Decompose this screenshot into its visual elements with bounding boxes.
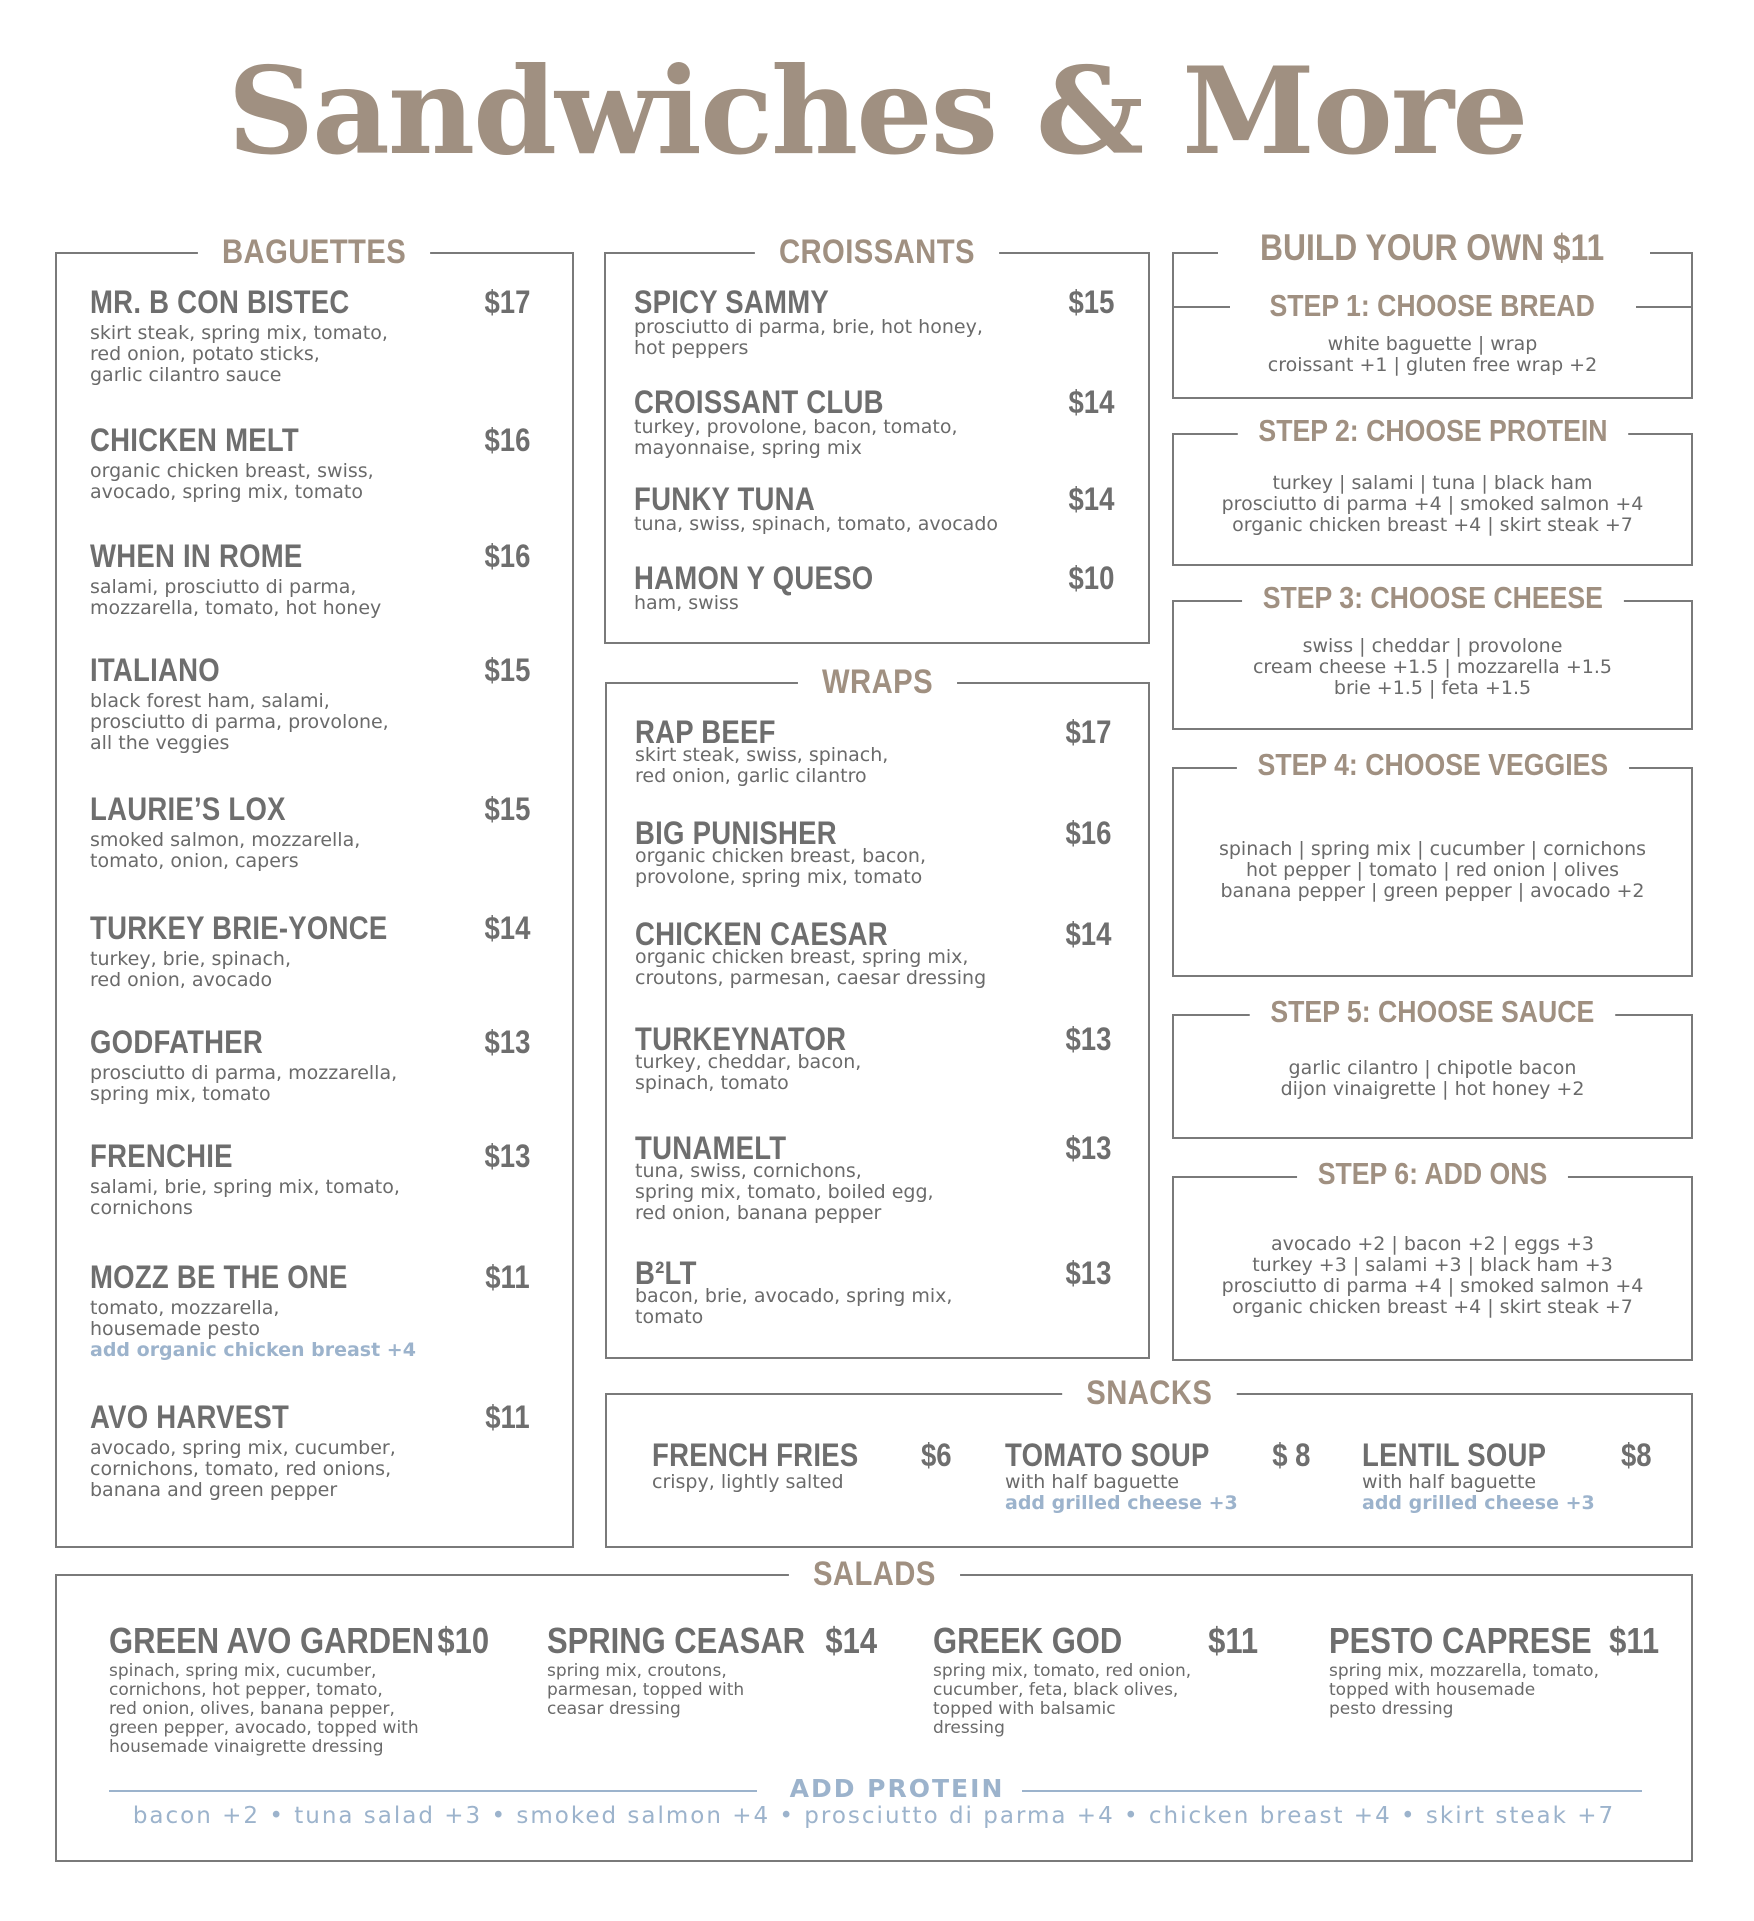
item-price: $16 — [484, 538, 530, 574]
menu-item — [635, 1130, 1111, 1224]
item-description: turkey, provolone, bacon, tomato, mayonnaise, spring mix — [634, 416, 958, 459]
item-name: TUNAMELT — [635, 1130, 787, 1166]
item-name: TURKEY BRIE-YONCE — [90, 910, 388, 946]
item-description: bacon, brie, avocado, spring mix, tomato — [635, 1285, 953, 1328]
step-title: STEP 4: CHOOSE VEGGIES — [1237, 747, 1629, 783]
item-price: $14 — [1068, 384, 1114, 420]
menu-item — [1005, 1437, 1310, 1514]
build-bracket-right — [1650, 252, 1693, 254]
salad-price: $10 — [437, 1620, 489, 1661]
menu-item — [90, 791, 530, 872]
step-title: STEP 6: ADD ONS — [1297, 1156, 1568, 1192]
item-name: BIG PUNISHER — [635, 815, 837, 851]
item-description: prosciutto di parma, mozzarella, spring mix, tomato — [90, 1062, 398, 1105]
snacks-section — [605, 1374, 1693, 1548]
salad-price: $11 — [1208, 1620, 1258, 1661]
item-addon: add grilled cheese +3 — [1005, 1492, 1238, 1514]
item-price: $14 — [484, 910, 530, 946]
step-options: turkey | salami | tuna | black ham prosciutto di parma +4 | smoked salmon +4 organic chicken breast +4 | skirt steak +7 — [1221, 472, 1644, 536]
wraps-section — [605, 663, 1150, 1359]
item-price: $11 — [485, 1399, 530, 1435]
item-description: black forest ham, salami, prosciutto di parma, provolone, all the veggies — [90, 690, 389, 754]
item-description: with half baguette — [1005, 1471, 1180, 1493]
baguettes-heading: BAGUETTES — [198, 232, 430, 272]
menu-item — [90, 422, 530, 503]
item-price: $6 — [921, 1437, 952, 1473]
item-name: CHICKEN MELT — [90, 422, 299, 458]
build-step1-rule-right — [1636, 306, 1693, 308]
item-description: organic chicken breast, spring mix, croutons, parmesan, caesar dressing — [635, 946, 987, 989]
item-description: salami, prosciutto di parma, mozzarella, tomato, hot honey — [90, 576, 382, 619]
item-description: skirt steak, swiss, spinach, red onion, garlic cilantro — [635, 744, 889, 787]
build-step-4 — [1172, 747, 1693, 977]
salad-name: GREEK GOD — [933, 1620, 1123, 1661]
menu-item — [634, 384, 1114, 459]
item-name: GODFATHER — [90, 1024, 264, 1060]
item-price: $16 — [1065, 815, 1111, 851]
salad-item — [933, 1620, 1258, 1738]
item-description: smoked salmon, mozzarella, tomato, onion, capers — [90, 829, 361, 872]
item-name: B²LT — [635, 1255, 697, 1291]
build-bracket-left — [1172, 252, 1218, 254]
item-description: ham, swiss — [634, 592, 739, 614]
menu-item — [90, 1024, 530, 1105]
croissants-section — [604, 233, 1150, 644]
item-addon: add organic chicken breast +4 — [90, 1339, 416, 1361]
salad-item — [109, 1620, 489, 1757]
item-description: prosciutto di parma, brie, hot honey, hot peppers — [634, 316, 983, 359]
item-name: RAP BEEF — [635, 714, 776, 750]
item-price: $15 — [484, 652, 530, 688]
item-price: $15 — [484, 791, 530, 827]
item-description: turkey, cheddar, bacon, spinach, tomato — [635, 1051, 862, 1094]
menu-item — [652, 1437, 952, 1493]
menu-item — [635, 1021, 1111, 1094]
item-price: $15 — [1068, 284, 1114, 320]
step-options: swiss | cheddar | provolone cream cheese +1.5 | mozzarella +1.5 brie +1.5 | feta +1.5 — [1252, 635, 1612, 699]
item-name: MOZZ BE THE ONE — [90, 1259, 348, 1295]
item-name: MR. B CON BISTEC — [90, 284, 350, 320]
salad-description: spring mix, tomato, red onion, cucumber, feta, black olives, topped with balsamic dressing — [933, 1661, 1192, 1738]
item-price: $11 — [485, 1259, 530, 1295]
item-name: TOMATO SOUP — [1005, 1437, 1210, 1473]
menu-item — [634, 560, 1114, 614]
item-name: FUNKY TUNA — [634, 481, 815, 517]
build-your-own-heading: BUILD YOUR OWN $11 — [1241, 228, 1623, 268]
item-price: $10 — [1068, 560, 1114, 596]
salad-name: GREEN AVO GARDEN — [109, 1620, 435, 1661]
item-name: CHICKEN CAESAR — [635, 916, 888, 952]
add-protein-rule-left — [109, 1790, 769, 1792]
step-title: STEP 2: CHOOSE PROTEIN — [1237, 413, 1627, 449]
salad-price: $11 — [1609, 1620, 1659, 1661]
menu-item — [90, 1399, 530, 1501]
menu-item — [634, 284, 1114, 359]
step-options: spinach | spring mix | cucumber | cornichons hot pepper | tomato | red onion | olives banana pepper | green pepper | avocado +2 — [1218, 838, 1647, 902]
item-price: $13 — [484, 1138, 530, 1174]
item-price: $ 8 — [1271, 1437, 1310, 1473]
wraps-heading: WRAPS — [798, 662, 957, 702]
item-description: crispy, lightly salted — [652, 1471, 844, 1493]
item-addon: add grilled cheese +3 — [1362, 1492, 1595, 1514]
item-name: FRENCH FRIES — [652, 1437, 859, 1473]
step-title: STEP 5: CHOOSE SAUCE — [1250, 994, 1615, 1030]
item-description: avocado, spring mix, cucumber, cornichons, tomato, red onions, banana and green pepper — [90, 1437, 396, 1501]
menu-item — [635, 714, 1111, 787]
item-description: skirt steak, spring mix, tomato, red onion, potato sticks, garlic cilantro sauce — [90, 322, 388, 386]
item-price: $16 — [484, 422, 530, 458]
step-options: garlic cilantro | chipotle bacon dijon vinaigrette | hot honey +2 — [1280, 1057, 1585, 1100]
menu-item — [90, 652, 530, 754]
item-name: WHEN IN ROME — [90, 538, 303, 574]
croissants-heading: CROISSANTS — [755, 232, 999, 272]
item-name: FRENCHIE — [90, 1138, 233, 1174]
add-protein-title: ADD PROTEIN — [757, 1774, 1037, 1803]
add-protein-rule-right — [1022, 1790, 1642, 1792]
build-step-5 — [1172, 994, 1693, 1139]
item-price: $13 — [1065, 1130, 1111, 1166]
item-price: $17 — [484, 284, 530, 320]
step-options: white baguette | wrap croissant +1 | gluten free wrap +2 — [1267, 333, 1598, 376]
item-name: LAURIE’S LOX — [90, 791, 286, 827]
item-name: LENTIL SOUP — [1362, 1437, 1547, 1473]
item-name: CROISSANT CLUB — [634, 384, 884, 420]
item-description: tomato, mozzarella, housemade pesto — [90, 1297, 280, 1340]
menu-item — [634, 481, 1114, 535]
item-price: $13 — [484, 1024, 530, 1060]
item-description: tuna, swiss, spinach, tomato, avocado — [634, 513, 999, 535]
menu-item — [635, 815, 1111, 888]
item-name: TURKEYNATOR — [635, 1021, 847, 1057]
salad-description: spring mix, mozzarella, tomato, topped with housemade pesto dressing — [1329, 1661, 1599, 1719]
item-description: organic chicken breast, swiss, avocado, spring mix, tomato — [90, 460, 374, 503]
menu-item — [90, 910, 530, 991]
build-step-3 — [1172, 580, 1693, 730]
item-price: $13 — [1065, 1021, 1111, 1057]
menu-item — [90, 1138, 530, 1219]
snacks-heading: SNACKS — [1062, 1373, 1236, 1413]
item-description: turkey, brie, spinach, red onion, avocado — [90, 948, 292, 991]
item-description: organic chicken breast, bacon, provolone, spring mix, tomato — [635, 845, 926, 888]
add-protein-list: bacon +2 • tuna salad +3 • smoked salmon +4 • prosciutto di parma +4 • chicken breast +4 • skirt steak +7 — [132, 1803, 1616, 1829]
salad-description: spring mix, croutons, parmesan, topped with ceasar dressing — [547, 1661, 745, 1719]
salads-section — [55, 1555, 1693, 1862]
item-description: salami, brie, spring mix, tomato, cornichons — [90, 1176, 400, 1219]
menu-item — [90, 1259, 530, 1361]
item-price: $8 — [1621, 1437, 1652, 1473]
menu-item — [90, 284, 530, 386]
salad-price: $14 — [825, 1620, 877, 1661]
item-name: ITALIANO — [90, 652, 220, 688]
item-price: $13 — [1065, 1255, 1111, 1291]
step-options: avocado +2 | bacon +2 | eggs +3 turkey +3 | salami +3 | black ham +3 prosciutto di parma +4 | smoked salmon +4 organic chicken breast +4 | skirt steak +7 — [1221, 1233, 1644, 1318]
item-description: with half baguette — [1362, 1471, 1537, 1493]
salad-item — [1329, 1620, 1659, 1719]
item-name: SPICY SAMMY — [634, 284, 830, 320]
item-price: $14 — [1065, 916, 1111, 952]
menu-item — [635, 1255, 1111, 1328]
menu-item — [90, 538, 530, 619]
item-price: $14 — [1068, 481, 1114, 517]
salad-name: SPRING CEASAR — [547, 1620, 806, 1661]
menu-title: Sandwiches & More — [227, 41, 1527, 182]
baguettes-section — [55, 233, 574, 1548]
salad-description: spinach, spring mix, cucumber, cornichons, hot pepper, tomato, red onion, olives, banana pepper, green pepper, avocado, topped with housemade vinaigrette dressing — [109, 1661, 419, 1757]
step-title: STEP 3: CHOOSE CHEESE — [1242, 580, 1624, 616]
item-name: HAMON Y QUESO — [634, 560, 874, 596]
salads-heading: SALADS — [789, 1554, 960, 1594]
build-step1-rule-left — [1172, 306, 1230, 308]
build-step-6 — [1172, 1156, 1693, 1361]
menu-item — [1362, 1437, 1652, 1514]
item-name: AVO HARVEST — [90, 1399, 290, 1435]
item-price: $17 — [1065, 714, 1111, 750]
step-title: STEP 1: CHOOSE BREAD — [1249, 288, 1616, 324]
salad-item — [547, 1620, 877, 1719]
build-step-1 — [1172, 252, 1693, 399]
menu-item — [635, 916, 1111, 989]
build-step-2 — [1172, 413, 1693, 566]
salad-name: PESTO CAPRESE — [1329, 1620, 1592, 1661]
item-description: tuna, swiss, cornichons, spring mix, tomato, boiled egg, red onion, banana pepper — [635, 1160, 934, 1224]
